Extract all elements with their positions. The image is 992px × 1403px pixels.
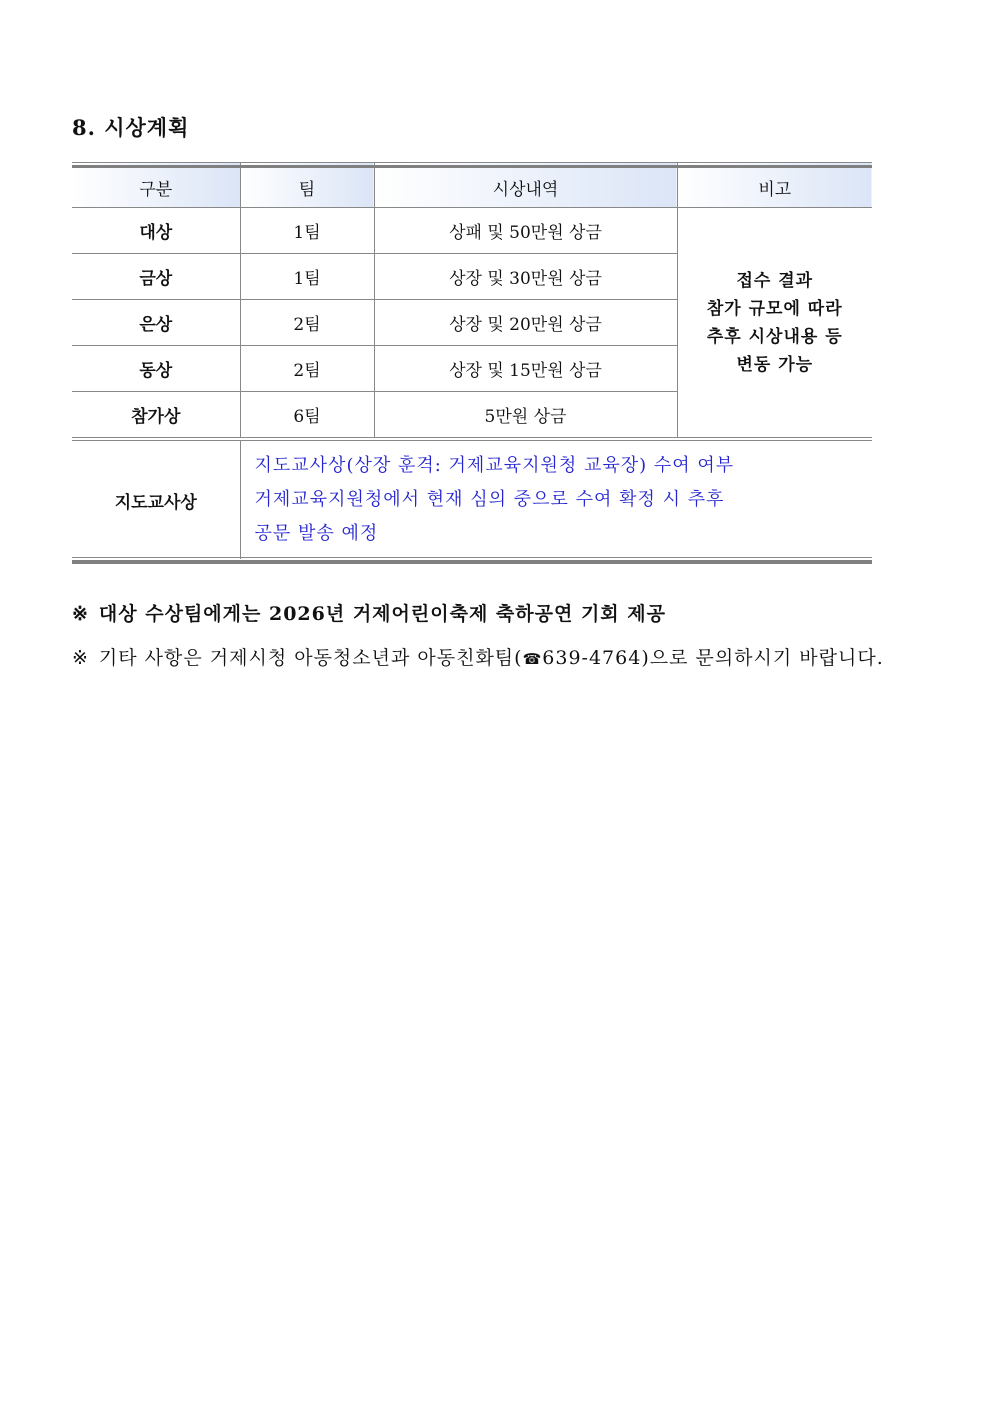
phone-icon: ☎ [522, 650, 543, 668]
table-bottom-border [72, 557, 872, 564]
teacher-award-row [72, 439, 872, 559]
teacher-award-line: 지도교사상(상장 훈격: 거제교육지원청 교육장) 수여 여부 [254, 455, 735, 476]
header-award: 시상내역 [374, 162, 677, 208]
row-category: 은상 [72, 300, 240, 346]
header-remark: 비고 [677, 162, 872, 208]
teacher-award-line: 공문 발송 예정 [254, 523, 379, 544]
row-award: 상패 및 50만원 상금 [374, 208, 677, 254]
remark-line: 추후 시상내용 등 [706, 326, 843, 347]
remark-line: 접수 결과 [736, 270, 814, 291]
row-teams: 2팀 [240, 346, 374, 392]
row-teams: 1팀 [240, 208, 374, 254]
row-category: 금상 [72, 254, 240, 300]
row-award: 상장 및 15만원 상금 [374, 346, 677, 392]
phone-number: 639-4764 [542, 647, 642, 669]
table-top-border [72, 162, 872, 168]
teacher-award-line: 거제교육지원청에서 현재 심의 중으로 수여 확정 시 추후 [254, 489, 725, 510]
row-category: 참가상 [72, 392, 240, 440]
note-text: )으로 문의하시기 바랍니다. [641, 647, 884, 669]
header-teams: 팀 [240, 162, 374, 208]
reference-mark-icon: ※ [72, 603, 89, 625]
teacher-award-label: 지도교사상 [114, 492, 197, 513]
award-plan-table [72, 162, 872, 559]
remark-cell [677, 208, 872, 440]
note-contact [72, 643, 884, 670]
teacher-award-description [240, 439, 872, 559]
section-title: 8. 시상계획 [72, 115, 190, 140]
note-text: 기타 사항은 거제시청 아동청소년과 아동친화팀( [98, 647, 523, 669]
row-teams: 2팀 [240, 300, 374, 346]
table-row [72, 208, 872, 254]
row-award: 상장 및 20만원 상금 [374, 300, 677, 346]
row-award: 상장 및 30만원 상금 [374, 254, 677, 300]
header-category: 구분 [72, 162, 240, 208]
row-category: 동상 [72, 346, 240, 392]
reference-mark-icon: ※ [72, 647, 89, 669]
note-grand-prize [72, 599, 666, 626]
remark-line: 변동 가능 [736, 354, 814, 375]
row-award: 5만원 상금 [374, 392, 677, 440]
note-text: 대상 수상팀에게는 2026년 거제어린이축제 축하공연 기회 제공 [98, 603, 666, 625]
row-category: 대상 [72, 208, 240, 254]
row-teams: 1팀 [240, 254, 374, 300]
table-header-row [72, 162, 872, 208]
remark-line: 참가 규모에 따라 [706, 298, 843, 319]
row-teams: 6팀 [240, 392, 374, 440]
